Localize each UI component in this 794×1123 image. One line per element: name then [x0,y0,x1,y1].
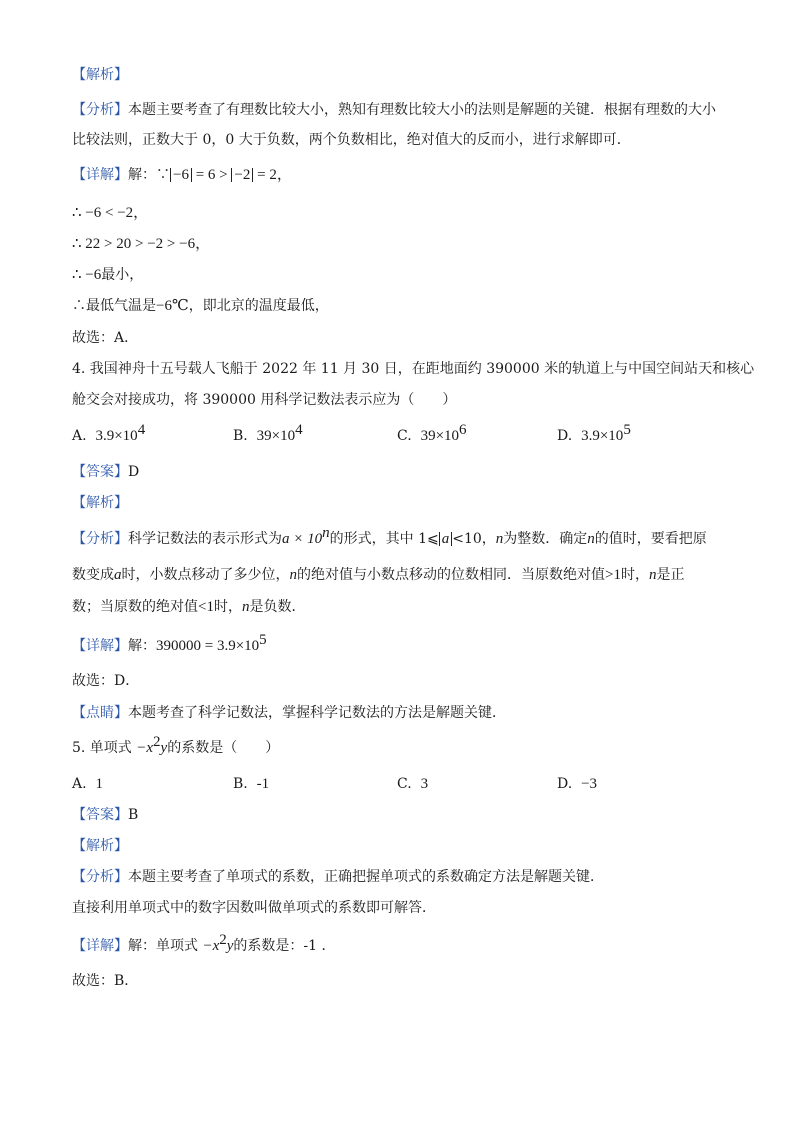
q5-option-b [233,774,269,794]
option-letter: B. [233,428,248,444]
option-value: -1 [256,776,270,792]
option-exponent: 6 [459,422,467,438]
option-letter: A. [72,428,87,444]
q4-option-d [557,422,631,446]
variable-n: n [648,567,657,583]
q4-answer [72,462,139,482]
q4-analysis-line-3 [72,597,305,617]
analysis-text: 时， [213,599,242,615]
q5-option-d [557,774,597,794]
option-letter: A. [72,776,87,792]
analysis-text: 本题主要考查了单项式的系数，正确把握单项式的系数确定方法是解题关键． [128,869,604,885]
option-value: 39×10 [256,428,296,444]
detail-tag: 【详解】 [72,167,128,183]
analysis-text: 的形式，其中 1⩽ [329,531,439,547]
dianjing-tag: 【点睛】 [72,705,128,721]
detail-prefix: 解：单项式 [128,938,198,954]
option-letter: D. [557,776,573,792]
analysis-text: 是正 [656,567,685,583]
monomial: −x [202,938,220,954]
option-value: 3.9×10 [95,428,138,444]
analysis-text: 时， [620,567,649,583]
option-exponent: 4 [295,422,303,438]
q3-step3-math: ∴ −6 [72,267,102,283]
option-value: 3 [420,776,429,792]
detail-tag: 【详解】 [72,938,128,954]
monomial-exponent: 2 [153,734,161,750]
q4-option-b [233,422,303,446]
q3-choose: 故选：A． [72,330,139,346]
analysis-text: 为整数．确定 [503,531,588,547]
abs-value-a: −6 [170,168,192,182]
q5-analysis-line-2: 直接利用单项式中的数字因数叫做单项式的系数即可解答． [72,900,436,916]
analysis-text: 是负数． [249,599,306,615]
q3-analysis-text: 本题主要考查了有理数比较大小，熟知有理数比较大小的法则是解题的关键．根据有理数的大小 [128,102,716,118]
q4-stem-line-1: 4. 我国神舟十五号载人飞船于 2022 年 11 月 30 日，在距地面约 390000 米的轨道上与中国空间站天和核心 [72,361,755,377]
q4-options [0,422,794,446]
option-value: 1 [95,776,103,792]
q3-detail-prefix: 解：∵ [128,167,170,183]
answer-value: D [128,464,140,480]
variable-a: a [114,567,122,583]
q4-stem-line-2: 舱交会对接成功，将 390000 用科学记数法表示应为（ ） [72,392,457,408]
option-letter: D. [557,428,573,444]
variable-n: n [495,531,504,547]
option-value: 39×10 [420,428,460,444]
q5-option-c [397,774,428,794]
detail-prefix: 解： [128,638,156,654]
abs-value-a: a [439,532,453,546]
analysis-text: 的绝对值与小数点移动的位数相同．当原数绝对值 [297,567,605,583]
q3-step3-text: 最小， [101,267,144,283]
dianjing-text: 本题考查了科学记数法，掌握科学记数法的方法是解题关键． [128,705,506,721]
detail-tag: 【详解】 [72,638,128,654]
q3-step-2: ∴ 22 > 20 > −2 > −6， [72,236,211,252]
q4-option-a [72,422,146,446]
variable-n: n [587,531,595,547]
q4-dianjing [72,703,506,723]
q3-detail-mid: = 6 > [191,167,232,183]
analysis-text: <10， [452,531,496,547]
option-value: −3 [581,776,598,792]
q3-step-4 [72,296,329,316]
abs-value-b: −2 [231,168,253,182]
answer-tag: 【答案】 [72,464,128,480]
q5-jiexi-heading: 【解析】 [72,838,128,854]
q5-choose: 故选：B． [72,973,139,989]
inequality: >1 [605,567,621,583]
q5-option-a [72,774,103,794]
option-letter: C. [397,428,412,444]
jiexi-heading: 【解析】 [72,67,128,83]
analysis-tag: 【分析】 [72,869,128,885]
q5-answer [72,805,138,825]
q4-jiexi-heading: 【解析】 [72,495,128,511]
q5-stem-suffix: 的系数是（ ） [167,740,280,756]
q3-step4-text: ，即北京的温度最低， [188,298,329,314]
sci-notation-form: a × 10 [282,531,323,547]
monomial: −x [136,740,154,756]
q3-step4-math: −6℃ [156,298,189,314]
option-value: 3.9×10 [581,428,624,444]
analysis-tag: 【分析】 [72,531,128,547]
analysis-text: 科学记数法的表示形式为 [128,531,282,547]
option-letter: B. [233,776,248,792]
option-letter: C. [397,776,412,792]
variable-n: n [241,599,250,615]
exponent-n: n [322,525,330,541]
option-exponent: 5 [623,422,631,438]
analysis-text: 时，小数点移动了多少位， [121,567,290,583]
answer-value: B [128,807,139,823]
monomial-y: y [226,938,234,954]
monomial-y: y [160,740,168,756]
analysis-text: 数；当原数的绝对值 [72,599,198,615]
q3-step4-prefix: ∴最低气温是 [72,298,156,314]
inequality: <1 [198,599,214,615]
variable-n: n [289,567,297,583]
q5-detail-line [72,932,336,956]
q3-detail-line [72,165,292,185]
q3-analysis-line-2: 比较法则，正数大于 0，0 大于负数，两个负数相比，绝对值大的反而小，进行求解即可． [72,132,631,148]
q5-stem [72,734,280,758]
q4-option-c [397,422,467,446]
analysis-text: 的值时，要看把原 [594,531,707,547]
detail-suffix: 的系数是：-1 ． [233,938,336,954]
q3-analysis-line-1 [72,100,716,120]
q5-analysis-line-1 [72,867,604,887]
option-exponent: 4 [137,422,146,438]
q4-detail-line [72,632,267,656]
q3-step-3 [72,265,143,285]
detail-equation: 390000 = 3.9×10 [156,638,260,654]
detail-exponent: 5 [259,632,267,648]
monomial-exponent: 2 [219,932,227,948]
q5-options [0,774,794,794]
q4-analysis-line-1 [72,525,707,549]
answer-tag: 【答案】 [72,807,128,823]
q3-step-1: ∴ −6 < −2， [72,205,149,221]
analysis-tag: 【分析】 [72,102,128,118]
q5-stem-prefix: 5. 单项式 [72,740,132,756]
q4-choose: 故选：D． [72,673,140,689]
q4-analysis-line-2 [72,565,684,585]
q3-detail-end: = 2， [253,167,292,183]
analysis-text: 数变成 [72,567,114,583]
